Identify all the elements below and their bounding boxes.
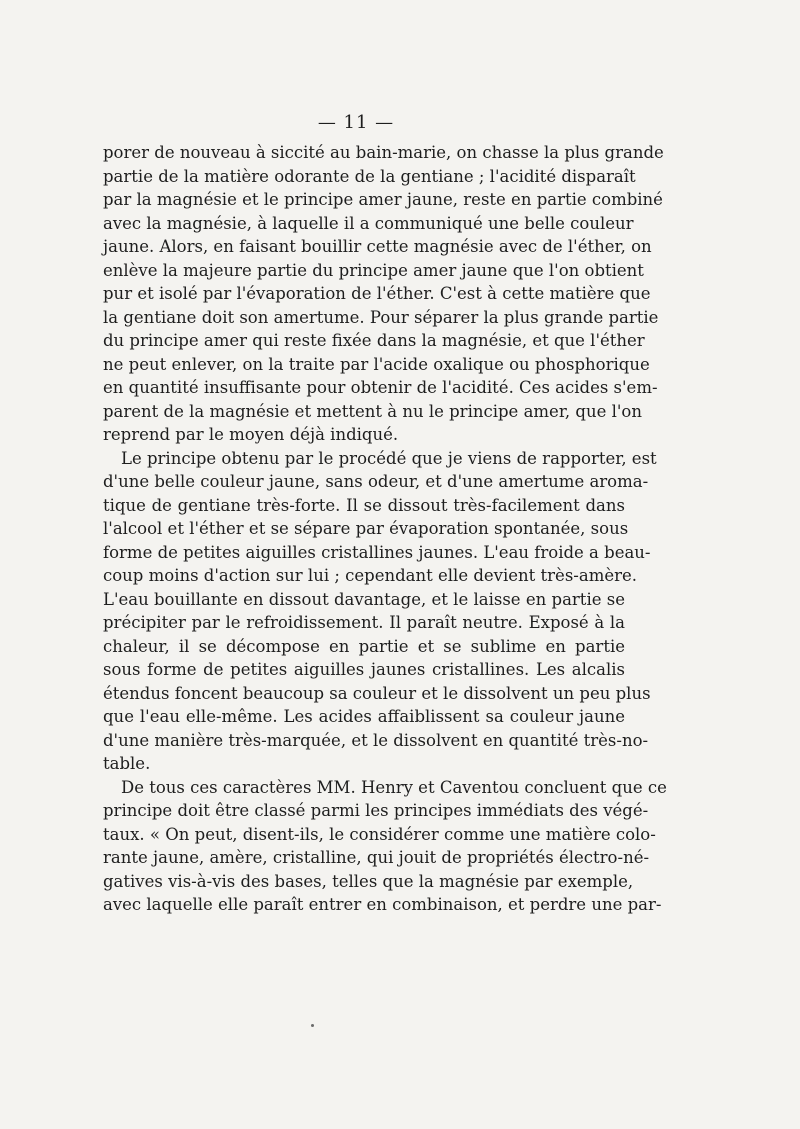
paragraph bbox=[103, 776, 667, 917]
text-line: tique de gentiane très-forte. Il se dissout très-facilement dans bbox=[103, 495, 625, 515]
text-line: avec la magnésie, à laquelle il a communiqué une belle couleur bbox=[103, 213, 634, 233]
text-line: la gentiane doit son amertume. Pour séparer la plus grande partie bbox=[103, 307, 659, 327]
text-line: avec laquelle elle paraît entrer en combinaison, et perdre une par- bbox=[103, 895, 662, 914]
text-line: sous forme de petites aiguilles jaunes cristallines. Les alcalis bbox=[103, 660, 625, 679]
body-text bbox=[103, 141, 667, 917]
text-line: Le principe obtenu par le procédé que je viens de rapporter, est bbox=[121, 448, 657, 468]
text-line: pur et isolé par l'évaporation de l'éther. C'est à cette matière que bbox=[103, 284, 651, 303]
text-line: jaune. Alors, en faisant bouillir cette magnésie avec de l'éther, on bbox=[103, 237, 652, 256]
text-line: De tous ces caractères MM. Henry et Caventou concluent que ce bbox=[121, 777, 667, 797]
text-line: parent de la magnésie et mettent à nu le principe amer, que l'on bbox=[103, 401, 642, 421]
text-line: rante jaune, amère, cristalline, qui jouit de propriétés électro-né- bbox=[103, 848, 650, 867]
text-line: du principe amer qui reste fixée dans la magnésie, et que l'éther bbox=[103, 331, 645, 350]
text-line: taux. « On peut, disent-ils, le considérer comme une matière colo- bbox=[103, 824, 656, 844]
text-line: coup moins d'action sur lui ; cependant elle devient très-amère. bbox=[103, 566, 638, 585]
text-line: en quantité insuffisante pour obtenir de l'acidité. Ces acides s'em- bbox=[103, 378, 658, 397]
text-line: chaleur, il se décompose en partie et se sublime en partie bbox=[103, 636, 625, 656]
text-line: forme de petites aiguilles cristallines jaunes. L'eau froide a beau- bbox=[103, 542, 651, 562]
text-line: reprend par le moyen déjà indiqué. bbox=[103, 425, 399, 444]
text-line: que l'eau elle-même. Les acides affaiblissent sa couleur jaune bbox=[103, 707, 625, 726]
text-line: partie de la matière odorante de la gentiane ; l'acidité disparaît bbox=[103, 166, 636, 186]
text-line: précipiter par le refroidissement. Il paraît neutre. Exposé à la bbox=[103, 613, 625, 632]
text-line: d'une belle couleur jaune, sans odeur, et d'une amertume aroma- bbox=[103, 472, 649, 491]
text-line: enlève la majeure partie du principe amer jaune que l'on obtient bbox=[103, 260, 644, 280]
text-line: L'eau bouillante en dissout davantage, et le laisse en partie se bbox=[103, 589, 625, 609]
text-line: principe doit être classé parmi les principes immédiats des végé- bbox=[103, 801, 649, 820]
text-line: porer de nouveau à siccité au bain-marie, on chasse la plus grande bbox=[103, 143, 664, 162]
text-line: table. bbox=[103, 754, 151, 773]
text-line: par la magnésie et le principe amer jaune, reste en partie combiné bbox=[103, 190, 663, 209]
text-line: étendus foncent beaucoup sa couleur et le dissolvent un peu plus bbox=[103, 683, 651, 703]
text-line: gatives vis-à-vis des bases, telles que la magnésie par exemple, bbox=[103, 871, 634, 891]
text-line: d'une manière très-marquée, et le dissolvent en quantité très-no- bbox=[103, 730, 649, 750]
paragraph bbox=[103, 447, 657, 776]
text-line: l'alcool et l'éther et se sépare par évaporation spontanée, sous bbox=[103, 519, 629, 538]
ink-speck bbox=[311, 1024, 314, 1027]
paragraph bbox=[103, 141, 664, 447]
text-line: ne peut enlever, on la traite par l'acide oxalique ou phosphorique bbox=[103, 354, 650, 374]
page-number: — 11 — bbox=[317, 112, 395, 133]
